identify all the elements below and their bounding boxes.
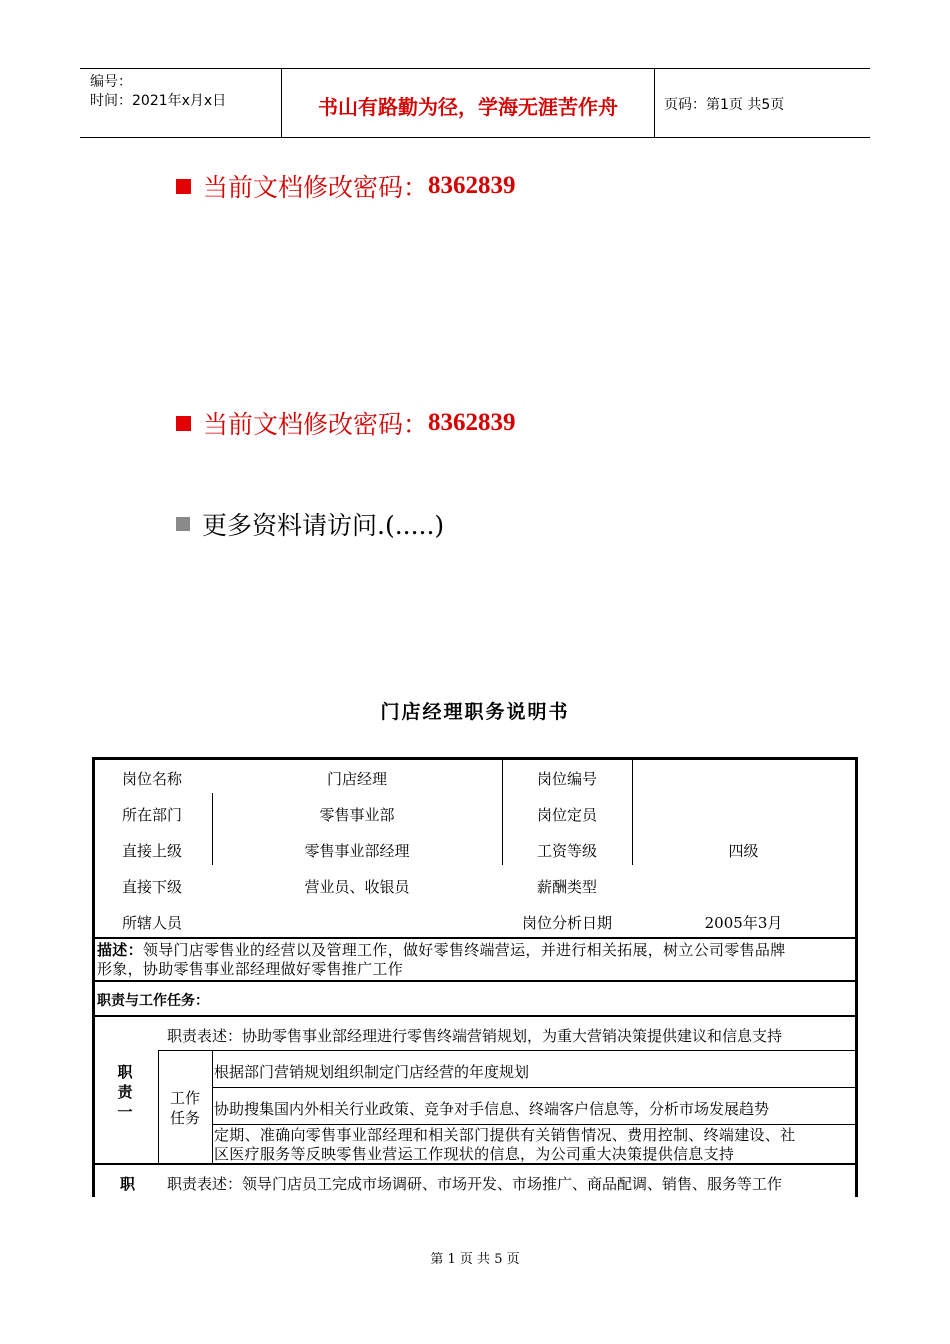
field-label: 所在部门 bbox=[121, 806, 182, 824]
field-value: 四级 bbox=[728, 842, 759, 860]
red-square-bullet-icon bbox=[176, 179, 191, 194]
table-grid-line bbox=[92, 980, 858, 982]
table-border bbox=[855, 757, 858, 1197]
notice-label: 当前文档修改密码： bbox=[203, 410, 429, 439]
task-item-line: 区医疗服务等反映零售业营运工作现状的信息，为公司重大决策提供信息支持 bbox=[214, 1145, 735, 1163]
field-label: 岗位定员 bbox=[536, 806, 597, 824]
gray-square-bullet-icon bbox=[176, 517, 190, 531]
password-notice-1 bbox=[176, 168, 516, 204]
field-value: 零售事业部经理 bbox=[304, 842, 410, 860]
password-notice-2 bbox=[176, 405, 516, 441]
header-motto: 书山有路勤为径，学海无涯苦作舟 bbox=[318, 95, 618, 119]
field-label: 工资等级 bbox=[536, 842, 597, 860]
table-grid-line bbox=[158, 1050, 858, 1051]
table-grid-line bbox=[212, 1087, 858, 1088]
duties-header: 职责与工作任务： bbox=[97, 993, 209, 1009]
time-label: 时间：2021年x月x日 bbox=[90, 93, 227, 109]
page-footer: 第 1 页 共 5 页 bbox=[430, 1252, 520, 1267]
duty-statement: 职责表述：协助零售事业部经理进行零售终端营销规划，为重大营销决策提供建议和信息支持 bbox=[167, 1027, 783, 1045]
description-label: 描述： bbox=[97, 941, 143, 959]
duty-label-char: 职 bbox=[117, 1063, 133, 1081]
task-item-line: 定期、准确向零售事业部经理和相关部门提供有关销售情况、费用控制、终端建设、社 bbox=[214, 1126, 796, 1144]
field-label: 直接下级 bbox=[121, 878, 182, 896]
table-grid-line bbox=[212, 1124, 858, 1125]
task-item: 根据部门营销规划组织制定门店经营的年度规划 bbox=[214, 1063, 530, 1081]
notice-label: 当前文档修改密码： bbox=[203, 173, 429, 202]
notice-code: 8362839 bbox=[428, 409, 516, 436]
red-square-bullet-icon bbox=[176, 416, 191, 431]
more-info-line bbox=[176, 506, 444, 542]
more-info-text: 更多资料请访问.(.....) bbox=[202, 511, 445, 540]
description-block bbox=[97, 941, 855, 979]
header-page-info: 页码：第1页 共5页 bbox=[664, 97, 785, 113]
page-header bbox=[80, 68, 870, 138]
field-value: 营业员、收银员 bbox=[304, 878, 410, 896]
job-description-table bbox=[92, 757, 858, 1197]
field-label: 所辖人员 bbox=[121, 914, 182, 932]
duty-label bbox=[92, 1062, 158, 1122]
table-grid-line bbox=[212, 1050, 213, 1163]
table-border bbox=[92, 757, 858, 760]
field-label: 岗位编号 bbox=[536, 770, 597, 788]
description-text: 形象，协助零售事业部经理做好零售推广工作 bbox=[97, 960, 404, 978]
table-grid-line bbox=[92, 937, 858, 939]
duty-label-char: 责 bbox=[117, 1083, 133, 1101]
table-grid-line bbox=[92, 1015, 858, 1017]
duty-label-char: 一 bbox=[117, 1103, 133, 1121]
field-label: 直接上级 bbox=[121, 842, 182, 860]
field-label: 岗位名称 bbox=[121, 770, 182, 788]
field-value: 门店经理 bbox=[326, 770, 387, 788]
task-item bbox=[214, 1126, 854, 1164]
description-text: 领导门店零售业的经营以及管理工作，做好零售终端营运，并进行相关拓展，树立公司零售品牌 bbox=[142, 941, 786, 959]
notice-code: 8362839 bbox=[428, 172, 516, 199]
duty-label: 职 bbox=[120, 1175, 136, 1193]
field-label: 薪酬类型 bbox=[536, 878, 597, 896]
task-label bbox=[158, 1088, 212, 1128]
document-title: 门店经理职务说明书 bbox=[380, 701, 570, 723]
task-item: 协助搜集国内外相关行业政策、竞争对手信息、终端客户信息等，分析市场发展趋势 bbox=[214, 1100, 770, 1118]
task-label-line: 工作 bbox=[169, 1089, 200, 1107]
duty-statement: 职责表述：领导门店员工完成市场调研、市场开发、市场推广、商品配调、销售、服务等工作 bbox=[167, 1175, 783, 1193]
header-divider bbox=[654, 69, 655, 137]
number-label: 编号： bbox=[90, 74, 132, 90]
field-label: 岗位分析日期 bbox=[521, 914, 612, 932]
task-label-line: 任务 bbox=[169, 1109, 200, 1127]
header-meta bbox=[90, 73, 226, 111]
field-value: 零售事业部 bbox=[319, 806, 395, 824]
field-value: 2005年3月 bbox=[704, 914, 783, 932]
